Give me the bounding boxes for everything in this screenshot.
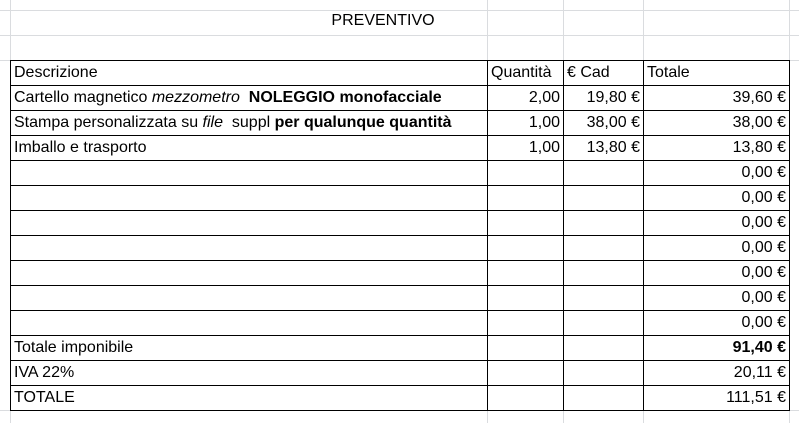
empty-price-cell[interactable] (564, 311, 644, 336)
empty-description-cell[interactable] (11, 236, 488, 261)
empty-price-cell[interactable] (564, 186, 644, 211)
description-part: suppl (223, 114, 275, 131)
item-row (11, 86, 790, 111)
item-description[interactable] (11, 136, 488, 161)
summary-label[interactable]: IVA 22% (11, 361, 488, 386)
empty-price-cell[interactable] (564, 286, 644, 311)
empty-row (11, 286, 790, 311)
empty-row (11, 311, 790, 336)
description-part: mezzometro (151, 89, 240, 106)
summary-label[interactable]: TOTALE (11, 386, 488, 411)
header-totale[interactable]: Totale (644, 61, 790, 86)
item-total[interactable]: 39,60 € (644, 86, 790, 111)
summary-value[interactable]: 91,40 € (644, 336, 790, 361)
description-part: Stampa personalizzata su (14, 114, 203, 131)
item-quantity[interactable]: 2,00 (488, 86, 564, 111)
summary-row (11, 386, 790, 411)
empty-row (11, 161, 790, 186)
empty-row-total[interactable]: 0,00 € (644, 161, 790, 186)
empty-description-cell[interactable] (11, 311, 488, 336)
description-part: Imballo e trasporto (14, 139, 147, 156)
summary-value[interactable]: 20,11 € (644, 361, 790, 386)
empty-row (11, 261, 790, 286)
empty-price-cell[interactable] (564, 236, 644, 261)
empty-quantity-cell[interactable] (488, 311, 564, 336)
description-part: Cartello magnetico (14, 89, 152, 106)
item-row (11, 111, 790, 136)
empty-row-total[interactable]: 0,00 € (644, 261, 790, 286)
empty-row-total[interactable]: 0,00 € (644, 211, 790, 236)
summary-blank-qty[interactable] (488, 386, 564, 411)
item-description[interactable] (11, 86, 488, 111)
empty-price-cell[interactable] (564, 211, 644, 236)
empty-quantity-cell[interactable] (488, 186, 564, 211)
empty-quantity-cell[interactable] (488, 161, 564, 186)
item-unit-price[interactable]: 19,80 € (564, 86, 644, 111)
empty-description-cell[interactable] (11, 186, 488, 211)
summary-blank-qty[interactable] (488, 336, 564, 361)
empty-description-cell[interactable] (11, 286, 488, 311)
item-description[interactable] (11, 111, 488, 136)
summary-blank-price[interactable] (564, 336, 644, 361)
empty-description-cell[interactable] (11, 161, 488, 186)
empty-price-cell[interactable] (564, 161, 644, 186)
empty-quantity-cell[interactable] (488, 236, 564, 261)
item-quantity[interactable]: 1,00 (488, 111, 564, 136)
summary-row (11, 336, 790, 361)
empty-row-total[interactable]: 0,00 € (644, 286, 790, 311)
empty-quantity-cell[interactable] (488, 286, 564, 311)
summary-blank-price[interactable] (564, 386, 644, 411)
header-quantita[interactable]: Quantità (488, 61, 564, 86)
empty-quantity-cell[interactable] (488, 211, 564, 236)
item-row (11, 136, 790, 161)
empty-quantity-cell[interactable] (488, 261, 564, 286)
item-unit-price[interactable]: 38,00 € (564, 111, 644, 136)
empty-row (11, 186, 790, 211)
summary-label[interactable]: Totale imponibile (11, 336, 488, 361)
empty-row-total[interactable]: 0,00 € (644, 311, 790, 336)
empty-description-cell[interactable] (11, 211, 488, 236)
item-unit-price[interactable]: 13,80 € (564, 136, 644, 161)
header-row (11, 61, 790, 86)
empty-price-cell[interactable] (564, 261, 644, 286)
summary-blank-price[interactable] (564, 361, 644, 386)
empty-description-cell[interactable] (11, 261, 488, 286)
summary-row (11, 361, 790, 386)
empty-row (11, 211, 790, 236)
sheet-title[interactable]: PREVENTIVO (331, 12, 435, 29)
summary-value[interactable]: 111,51 € (644, 386, 790, 411)
empty-row-total[interactable]: 0,00 € (644, 236, 790, 261)
item-quantity[interactable]: 1,00 (488, 136, 564, 161)
empty-row (11, 236, 790, 261)
description-part: NOLEGGIO monofacciale (239, 89, 442, 106)
description-part: file (202, 114, 223, 131)
item-total[interactable]: 13,80 € (644, 136, 790, 161)
empty-row-total[interactable]: 0,00 € (644, 186, 790, 211)
quote-table (10, 60, 790, 411)
item-total[interactable]: 38,00 € (644, 111, 790, 136)
summary-blank-qty[interactable] (488, 361, 564, 386)
header-descrizione[interactable]: Descrizione (11, 61, 488, 86)
header-cad[interactable]: € Cad (564, 61, 644, 86)
description-part: per qualunque quantità (274, 114, 452, 131)
